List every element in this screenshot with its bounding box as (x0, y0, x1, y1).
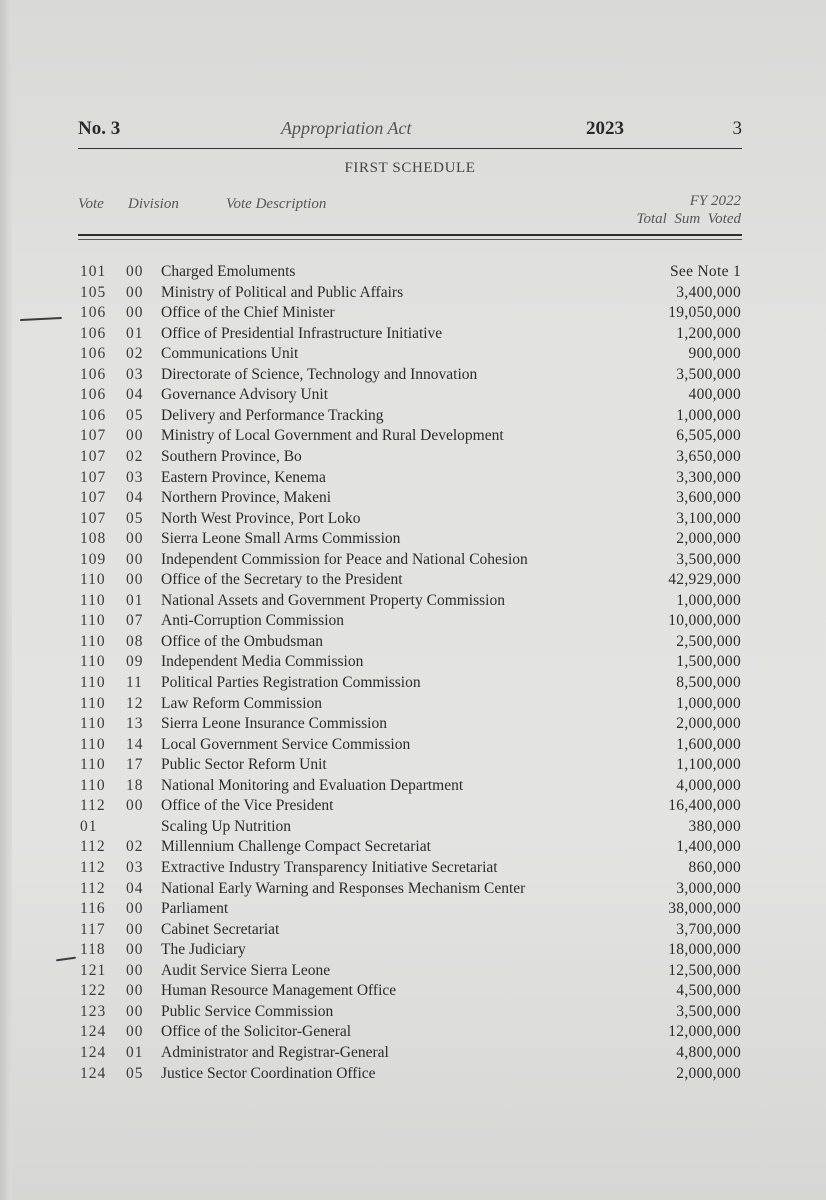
description-cell: Audit Service Sierra Leone (161, 961, 331, 979)
vote-cell: 106 (80, 345, 107, 363)
table-row (0, 324, 826, 344)
vote-cell: 110 (80, 612, 106, 630)
description-cell: Anti-Corruption Commission (161, 612, 344, 630)
vote-cell: 121 (80, 961, 107, 979)
amount-cell: 3,500,000 (676, 365, 741, 383)
description-cell: Office of Presidential Infrastructure Initiative (161, 324, 443, 342)
amount-cell: 2,000,000 (676, 1064, 741, 1082)
amount-cell: See Note 1 (669, 263, 741, 280)
description-cell: Independent Commission for Peace and National Cohesion (161, 550, 528, 568)
amount-cell: 19,050,000 (668, 304, 741, 322)
table-row (0, 509, 826, 529)
amount-cell: 3,700,000 (676, 920, 741, 938)
division-cell: 05 (126, 1064, 144, 1082)
vote-cell: 110 (80, 694, 106, 712)
table-row (0, 817, 826, 837)
division-cell: 00 (126, 900, 144, 918)
division-cell: 01 (126, 591, 144, 609)
amount-cell: 3,500,000 (676, 1002, 741, 1020)
division-cell: 04 (126, 879, 144, 897)
amount-cell: 3,600,000 (676, 489, 741, 507)
description-cell: Communications Unit (161, 345, 299, 363)
table-row (0, 529, 826, 549)
amount-cell: 860,000 (688, 859, 741, 876)
vote-cell: 124 (80, 1023, 107, 1041)
division-cell: 05 (126, 406, 144, 424)
table-row (0, 468, 826, 488)
vote-cell: 124 (80, 1064, 107, 1082)
division-cell: 08 (126, 632, 144, 650)
amount-cell: 1,000,000 (676, 406, 741, 424)
description-cell: Governance Advisory Unit (161, 386, 329, 404)
vote-cell: 110 (80, 591, 106, 609)
page-header (78, 114, 742, 144)
vote-cell: 110 (80, 653, 106, 671)
vote-cell: 110 (80, 735, 106, 753)
description-cell: Sierra Leone Small Arms Commission (161, 530, 401, 548)
amount-cell: 380,000 (688, 817, 741, 835)
vote-cell: 110 (80, 632, 106, 650)
vote-cell: 107 (80, 427, 107, 445)
division-cell: 05 (126, 509, 144, 527)
column-header-amount-year: FY 2022 (689, 193, 741, 209)
description-cell: Cabinet Secretariat (161, 920, 280, 938)
table-row (0, 961, 826, 981)
division-cell: 17 (126, 756, 144, 774)
division-cell: 07 (126, 612, 144, 630)
schedule-title: FIRST SCHEDULE (344, 160, 476, 176)
description-cell: Charged Emoluments (161, 263, 296, 280)
division-cell: 00 (126, 1002, 144, 1020)
vote-cell: 107 (80, 468, 107, 486)
description-cell: Independent Media Commission (161, 653, 364, 671)
description-cell: Ministry of Political and Public Affairs (161, 283, 404, 301)
vote-cell: 110 (80, 674, 106, 691)
division-cell: 02 (126, 448, 144, 465)
description-cell: The Judiciary (161, 941, 246, 959)
description-cell: Law Reform Commission (161, 694, 323, 712)
amount-cell: 3,000,000 (676, 879, 741, 897)
division-cell: 00 (126, 982, 144, 1000)
table-row (0, 550, 826, 570)
description-cell: Office of the Solicitor-General (161, 1023, 352, 1041)
amount-cell: 900,000 (688, 345, 741, 363)
table-row (0, 652, 826, 672)
amount-cell: 38,000,000 (668, 900, 741, 918)
table-row (0, 796, 826, 816)
amount-cell: 4,800,000 (676, 1043, 741, 1061)
vote-cell: 106 (80, 304, 107, 322)
table-row (0, 920, 826, 940)
amount-cell: 10,000,000 (668, 612, 741, 630)
division-cell: 00 (126, 530, 144, 548)
division-cell: 03 (126, 365, 144, 383)
amount-cell: 1,600,000 (676, 735, 741, 753)
description-cell: Southern Province, Bo (161, 448, 302, 465)
division-cell: 11 (126, 674, 143, 691)
amount-cell: 6,505,000 (676, 427, 741, 445)
division-cell: 13 (126, 715, 144, 733)
column-header-amount-label: Total Sum Voted (636, 211, 741, 227)
amount-cell: 18,000,000 (668, 941, 741, 959)
description-cell: Political Parties Registration Commission (161, 674, 421, 691)
description-cell: Administrator and Registrar-General (161, 1043, 389, 1061)
vote-cell: 116 (80, 900, 106, 918)
table-row (0, 570, 826, 590)
vote-cell: 105 (80, 283, 107, 301)
vote-cell: 101 (80, 263, 107, 280)
table-row (0, 344, 826, 364)
division-cell: 00 (126, 263, 144, 280)
column-header-division: Division (128, 196, 179, 212)
table-header-rule-thin (78, 239, 742, 240)
act-year: 2023 (586, 118, 624, 139)
table-row (0, 406, 826, 426)
vote-cell: 124 (80, 1043, 107, 1061)
description-cell: Northern Province, Makeni (161, 489, 332, 507)
division-cell: 00 (126, 920, 144, 938)
vote-cell: 112 (80, 797, 106, 815)
description-cell: Directorate of Science, Technology and Innovation (161, 365, 478, 383)
vote-cell: 109 (80, 550, 107, 568)
amount-cell: 2,500,000 (676, 632, 741, 650)
description-cell: National Monitoring and Evaluation Department (161, 776, 464, 794)
table-row (0, 283, 826, 303)
table-row (0, 837, 826, 857)
division-cell: 03 (126, 859, 144, 876)
vote-cell: 110 (80, 571, 106, 589)
table-row (0, 1043, 826, 1063)
division-cell: 00 (126, 941, 144, 959)
amount-cell: 42,929,000 (668, 571, 741, 589)
table-row (0, 385, 826, 405)
table-row (0, 1064, 826, 1084)
description-cell: Delivery and Performance Tracking (161, 406, 384, 424)
description-cell: Local Government Service Commission (161, 735, 411, 753)
vote-cell: 110 (80, 776, 106, 794)
division-cell: 00 (126, 550, 144, 568)
act-number: No. 3 (78, 118, 121, 139)
description-cell: National Assets and Government Property Commission (161, 591, 505, 609)
vote-cell: 110 (80, 715, 106, 733)
table-header-rule (78, 234, 742, 236)
division-cell: 04 (126, 489, 144, 507)
division-cell: 02 (126, 345, 144, 363)
division-cell: 00 (126, 797, 144, 815)
amount-cell: 4,500,000 (676, 982, 741, 1000)
division-cell: 04 (126, 386, 144, 404)
description-cell: Public Sector Reform Unit (161, 756, 327, 774)
amount-cell: 3,650,000 (676, 448, 741, 465)
division-cell: 00 (126, 571, 144, 589)
description-cell: Public Service Commission (161, 1002, 334, 1020)
amount-cell: 8,500,000 (676, 674, 741, 691)
description-cell: Extractive Industry Transparency Initiative Secretariat (161, 859, 498, 876)
vote-cell: 107 (80, 448, 107, 465)
table-row (0, 611, 826, 631)
vote-cell: 123 (80, 1002, 107, 1020)
table-row (0, 632, 826, 652)
vote-cell: 106 (80, 324, 107, 342)
division-cell: 00 (126, 1023, 144, 1041)
amount-cell: 4,000,000 (676, 776, 741, 794)
table-row (0, 488, 826, 508)
description-cell: Office of the Vice President (161, 797, 334, 815)
table-row (0, 426, 826, 446)
description-cell: Eastern Province, Kenema (161, 468, 326, 486)
division-cell: 00 (126, 304, 144, 322)
amount-cell: 2,000,000 (676, 715, 741, 733)
description-cell: Justice Sector Coordination Office (161, 1064, 376, 1082)
vote-cell: 107 (80, 509, 107, 527)
column-header-vote: Vote (78, 196, 104, 212)
amount-cell: 1,000,000 (676, 694, 741, 712)
table-row (0, 940, 826, 960)
vote-cell: 106 (80, 386, 107, 404)
division-cell: 02 (126, 838, 144, 856)
vote-cell: 112 (80, 838, 106, 856)
description-cell: Sierra Leone Insurance Commission (161, 715, 387, 733)
division-cell: 01 (126, 1043, 144, 1061)
description-cell: Parliament (161, 900, 229, 918)
vote-cell: 118 (80, 941, 106, 959)
page-number: 3 (732, 118, 742, 139)
vote-cell: 112 (80, 859, 106, 876)
vote-cell: 107 (80, 489, 107, 507)
amount-cell: 1,100,000 (676, 756, 741, 774)
act-title: Appropriation Act (281, 118, 412, 138)
description-cell: Office of the Chief Minister (161, 304, 335, 322)
description-cell: Millennium Challenge Compact Secretariat (161, 838, 431, 856)
table-row (0, 714, 826, 734)
amount-cell: 400,000 (688, 386, 741, 404)
description-cell: North West Province, Port Loko (161, 509, 361, 527)
amount-cell: 3,100,000 (676, 509, 741, 527)
amount-cell: 1,400,000 (676, 838, 741, 856)
header-rule (78, 148, 742, 149)
division-cell: 00 (126, 283, 144, 301)
amount-cell: 16,400,000 (668, 797, 741, 815)
amount-cell: 3,400,000 (676, 283, 741, 301)
description-cell: Human Resource Management Office (161, 982, 397, 1000)
division-cell: 09 (126, 653, 144, 671)
vote-cell: 112 (80, 879, 106, 897)
amount-cell: 2,000,000 (676, 530, 741, 548)
table-row (0, 981, 826, 1001)
division-cell: 14 (126, 735, 144, 753)
amount-cell: 1,200,000 (676, 324, 741, 342)
amount-cell: 12,000,000 (668, 1023, 741, 1041)
division-cell: 00 (126, 961, 144, 979)
table-row (0, 694, 826, 714)
table-row (0, 365, 826, 385)
table-row (0, 1022, 826, 1042)
table-row (0, 879, 826, 899)
vote-cell: 108 (80, 530, 107, 548)
table-row (0, 899, 826, 919)
table-row (0, 262, 826, 282)
description-cell: Office of the Ombudsman (161, 632, 323, 650)
column-header-description: Vote Description (226, 196, 327, 212)
division-cell: 12 (126, 694, 144, 712)
vote-cell: 110 (80, 756, 106, 774)
description-cell: Ministry of Local Government and Rural Development (161, 427, 504, 445)
table-row (0, 776, 826, 796)
description-cell: National Early Warning and Responses Mechanism Center (161, 879, 526, 897)
division-cell: 01 (126, 324, 144, 342)
amount-cell: 3,300,000 (676, 468, 741, 486)
amount-cell: 12,500,000 (668, 961, 741, 979)
division-cell: 00 (126, 427, 144, 445)
table-row (0, 673, 826, 693)
table-row (0, 858, 826, 878)
table-row (0, 1002, 826, 1022)
vote-cell: 122 (80, 982, 107, 1000)
table-row (0, 591, 826, 611)
vote-cell: 106 (80, 406, 107, 424)
amount-cell: 3,500,000 (676, 550, 741, 568)
amount-cell: 1,500,000 (676, 653, 741, 671)
table-row (0, 447, 826, 467)
amount-cell: 1,000,000 (676, 591, 741, 609)
vote-cell: 106 (80, 365, 107, 383)
division-cell: 03 (126, 468, 144, 486)
vote-cell: 01 (80, 817, 98, 835)
table-row (0, 755, 826, 775)
description-cell: Office of the Secretary to the President (161, 571, 403, 589)
table-row (0, 303, 826, 323)
division-cell: 18 (126, 776, 144, 794)
vote-cell: 117 (80, 920, 106, 938)
description-cell: Scaling Up Nutrition (161, 817, 292, 835)
table-row (0, 735, 826, 755)
